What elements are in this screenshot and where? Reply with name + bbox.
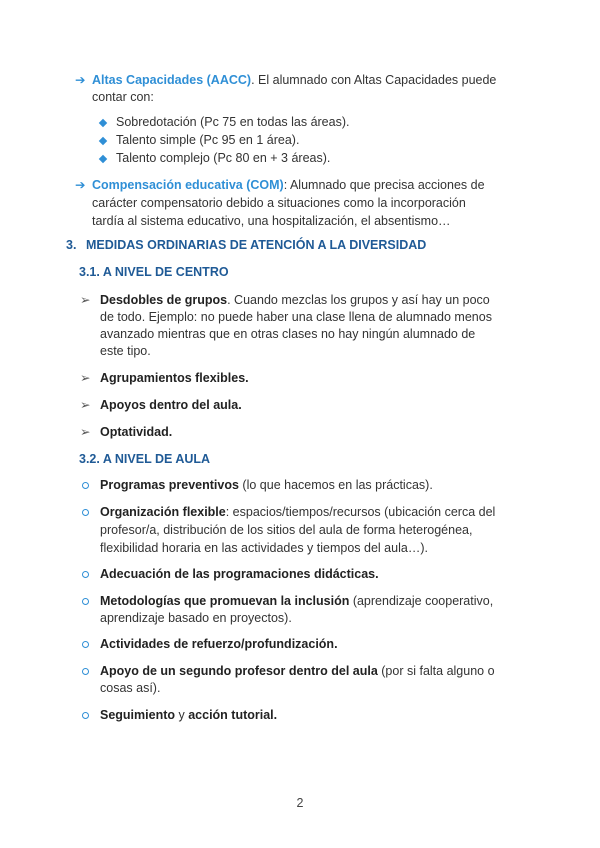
altas-line-1: Altas Capacidades (AACC). El alumnado con Altas Capacidades puede xyxy=(92,73,497,87)
circle-bullet-icon xyxy=(82,509,89,516)
triangle-arrow-icon: ➢ xyxy=(80,425,91,439)
triangle-arrow-icon: ➢ xyxy=(80,398,91,412)
circle-bullet-icon xyxy=(82,712,89,719)
circle-bullet-icon xyxy=(82,641,89,648)
section-3-title: MEDIDAS ORDINARIAS DE ATENCIÓN A LA DIVERSIDAD xyxy=(86,238,427,252)
circle-bullet-icon xyxy=(82,668,89,675)
arrow-right-icon: ➔ xyxy=(75,73,86,87)
circle-bullet-icon xyxy=(82,598,89,605)
altas-label: Altas Capacidades (AACC) xyxy=(92,73,252,87)
compensacion-line-1: Compensación educativa (COM): Alumnado que precisa acciones de xyxy=(92,178,485,192)
page-number: 2 xyxy=(296,796,304,810)
diamond-bullet-icon xyxy=(99,155,107,163)
diamond-bullet-icon xyxy=(99,137,107,145)
triangle-arrow-icon: ➢ xyxy=(80,293,91,307)
arrow-right-icon: ➔ xyxy=(75,178,86,192)
compensacion-label: Compensación educativa (COM) xyxy=(92,178,284,192)
triangle-arrow-icon: ➢ xyxy=(80,371,91,385)
altas-line-2: contar con: xyxy=(92,90,154,104)
circle-bullet-icon xyxy=(82,571,89,578)
diamond-bullet-icon xyxy=(99,119,107,127)
circle-bullet-icon xyxy=(82,482,89,489)
